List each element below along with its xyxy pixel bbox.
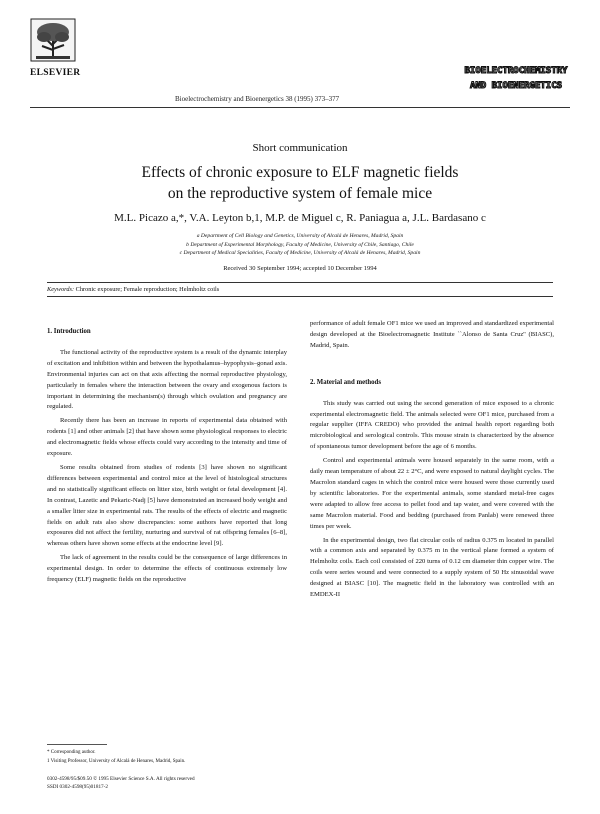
footnote-visiting: 1 Visiting Professor, University of Alcalá de Henares, Madrid, Spain. xyxy=(47,758,186,764)
paragraph-continued: performance of adult female OF1 mice we used an improved and standardized experimental design developed at the Bioelectromagnetic Institute ``Alonso de Santa Cruz'' (BIASC), Madrid, Spain. xyxy=(310,320,554,349)
paragraph: The functional activity of the reproductive system is a result of the dynamic interplay of excitation and inhibition within and between the hypothalamus–hypophysis–gonad axis. Environmental injuries can act on that axis affecting the normal reproductive physiology, particularly in females where the interaction between the ovary and exogenous factors is important in determining the mechanism(s) through which ovulation and pregnancy are regulated. xyxy=(47,348,287,411)
copyright-block xyxy=(47,775,287,791)
elsevier-tree-logo-icon xyxy=(30,18,76,62)
paragraph: Recently there has been an increase in reports of experimental data obtained with rodents [1] and other animals [2] that have shown some physiological responses to electric and electromagnetic fields whose effects could vary according to the intensity and time of exposure. xyxy=(47,417,287,458)
ssdi-line: SSDI 0302-4598(95)01817-2 xyxy=(47,784,108,791)
keywords-rule-bottom xyxy=(47,296,553,297)
footnotes xyxy=(47,749,287,766)
svg-text:AND BIOENERGETICS: AND BIOENERGETICS xyxy=(469,81,563,91)
footnote-rule xyxy=(47,744,107,745)
affiliations xyxy=(0,232,600,258)
author-list: M.L. Picazo a,*, V.A. Leyton b,1, M.P. de Miguel c, R. Paniagua a, J.L. Bardasano c xyxy=(114,212,486,224)
journal-reference: Bioelectrochemistry and Bioenergetics 38 (1995) 373–377 xyxy=(175,95,340,103)
journal-logo-icon xyxy=(462,58,570,98)
left-column xyxy=(47,327,287,589)
svg-text:BIOELECTROCHEMISTRY: BIOELECTROCHEMISTRY xyxy=(464,66,568,76)
paragraph: The lack of agreement in the results could be the consequence of large differences in experimental design. In order to determine the effects of continuous extremely low frequency (ELF) magnetic fields on the reproductive xyxy=(47,554,287,584)
article-type: Short communication xyxy=(252,142,348,154)
received-dates: Received 30 September 1994; accepted 10 December 1994 xyxy=(223,265,377,272)
title-line-2: on the reproductive system of female mice xyxy=(167,185,433,202)
section-heading-introduction: 1. Introduction xyxy=(47,328,91,335)
keywords-line xyxy=(47,286,219,293)
section-heading-methods: 2. Material and methods xyxy=(310,378,381,386)
title-line-1: Effects of chronic exposure to ELF magnetic fields xyxy=(141,164,459,181)
affiliation-b: b Department of Experimental Morphology, Faculty of Medicine, University of Chile, Santiago, Chile xyxy=(186,241,414,248)
affiliation-c: c Department of Medical Specialities, Faculty of Medicine, University of Alcalá de Henares, Madrid, Spain xyxy=(179,250,421,257)
publisher-block xyxy=(30,18,88,78)
keywords-rule-top xyxy=(47,282,553,283)
paragraph: Some results obtained from studies of rodents [3] have shown no significant differences between experimental and control mice at the level of histological structures and no statistically significant effects on litter size, birth weight or fetal development [4]. In contrast, Lazetic and Pekaric-Nadj [5] have demonstrated an increased body weight and a smaller litter size in experimental rats. The results of the effects of electric and magnetic fields on adult rats also show discrepancies: some authors have reported that long exposures did not affect the fertility, nurturing and survival of rat offspring females [6–8], whereas others have shown some effects at the endocrine level [9]. xyxy=(47,463,287,548)
paragraph: Control and experimental animals were housed separately in the same room, with a daily mean temperature of about 22 ± 2°C, and were exposed to natural daylight cycles. The Macrolon standard cages in which the control mice were housed were those currently used by scientific laboratories. For the experimental animals, some standard metal-free cages were adapted to allow free access to pellet food and tap water, and were covered with the same Macrolon material. Food and bedding (purchased from Panlab) were renewed three times per week. xyxy=(310,457,554,530)
paragraph: This study was carried out using the second generation of mice exposed to a chronic experimental electromagnetic field. The animals selected were OF1 mice, purchased from a regular supplier (IFFA CREDO) who provided the animal health report regarding both microbiological and serological controls. This mouse strain is characterized by the absence of spontaneous tumor development before the age of 6 months. xyxy=(310,399,554,451)
keywords-label: Keywords: xyxy=(47,286,75,293)
right-column xyxy=(310,319,554,604)
copyright-line: 0302-4598/95/$09.50 © 1995 Elsevier Science S.A. All rights reserved xyxy=(47,776,195,782)
article-title xyxy=(0,162,600,204)
publisher-name: ELSEVIER xyxy=(30,68,81,78)
footnote-corresponding: * Corresponding author. xyxy=(47,750,96,755)
paragraph: In the experimental design, two flat circular coils of radius 0.375 m located in parallel with a common axis and separated by 0.375 m in the vertical plane formed a system of Helmholtz coils. Each coil consisted of 220 turns of 0.12 cm diameter thin copper wire. The coils were series wound and were connected to a supply system of 50 Hz sinusoidal wave designed at BIASC [10]. The magnetic field in the laboratory was controlled with an EMDEX-II xyxy=(310,536,554,599)
keywords-text: Chronic exposure; Female reproduction; Helmholtz coils xyxy=(75,286,220,293)
affiliation-a: a Department of Cell Biology and Genetics, University of Alcalá de Henares, Madrid, Spain xyxy=(196,233,404,239)
header-rule xyxy=(30,107,570,108)
